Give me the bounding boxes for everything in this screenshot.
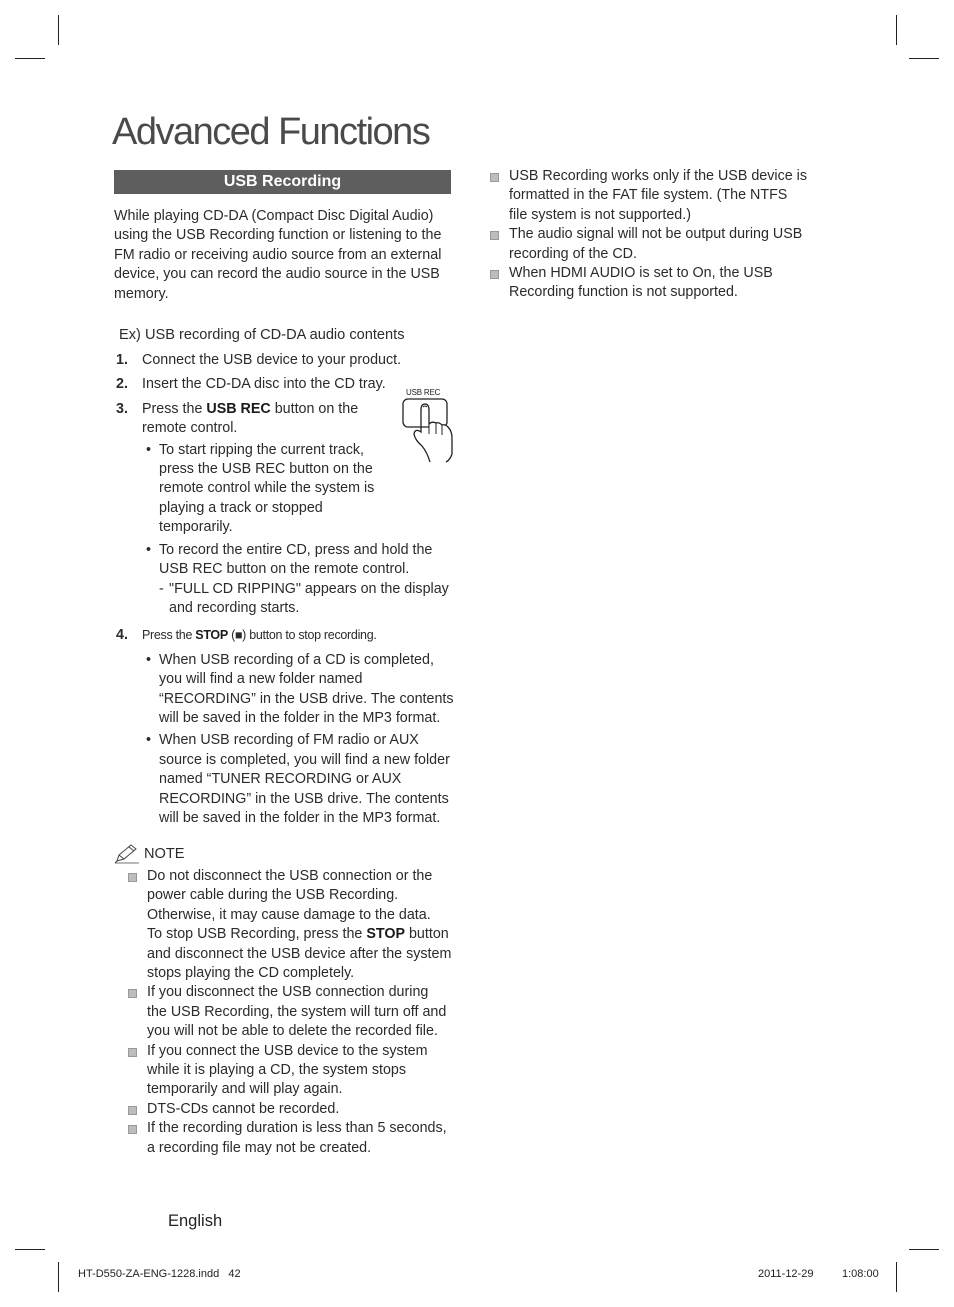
note-item-text: USB Recording works only if the USB device is formatted in the FAT file system. (The NTFS file system is not supported.) [509, 168, 807, 223]
crop-mark [896, 15, 897, 45]
section-header: USB Recording [114, 170, 451, 194]
step-text [142, 626, 454, 645]
step-text: Connect the USB device to your product. [142, 352, 402, 369]
note-heading [114, 842, 185, 864]
note-item-text: The audio signal will not be output during USB recording of the CD. [509, 226, 803, 262]
note-item [489, 225, 809, 264]
step-text-post: button on the remote control. [142, 400, 359, 437]
example-title: Ex) USB recording of CD-DA audio contents [119, 327, 405, 344]
slug-file: HT-D550-ZA-ENG-1228.indd 42 [78, 1268, 241, 1280]
stop-label: STOP [195, 628, 228, 643]
intro-paragraph: While playing CD-DA (Compact Disc Digital Audio) using the USB Recording function or listening to the FM radio or receiving audio source from an external device, you can record the audio source in the USB memory. [114, 208, 442, 302]
step-bullet [142, 541, 454, 619]
usb-rec-label: USB REC [206, 400, 271, 417]
note-item [127, 867, 452, 983]
note-item-text: If the recording duration is less than 5 seconds, a recording file may not be created. [147, 1120, 447, 1156]
crop-mark [15, 58, 45, 59]
square-bullet-icon [128, 873, 137, 882]
crop-mark [15, 1249, 45, 1250]
main-column [114, 207, 454, 833]
step-number: 1. [116, 352, 128, 369]
slug-time: 1:08:00 [842, 1268, 879, 1280]
step-number: 3. [116, 400, 128, 417]
step-1 [114, 351, 454, 370]
square-bullet-icon [128, 989, 137, 998]
step-text [142, 400, 367, 439]
remote-button-label: USB REC [406, 388, 441, 397]
note-item [127, 983, 452, 1041]
note-item-text: If you connect the USB device to the system while it is playing a CD, the system stops temporarily and will play again. [147, 1042, 428, 1098]
step-number: 2. [116, 376, 128, 393]
square-bullet-icon [128, 1125, 137, 1134]
crop-mark [58, 15, 59, 45]
note-item-text: Do not disconnect the USB connection or the power cable during the USB Recording. Otherwise, it may cause damage to the data. [147, 868, 433, 923]
step-bullet: • When USB recording of a CD is completed, you will find a new folder named “RECORDING” in the USB drive. The contents will be saved in the folder in the MP3 format. [142, 651, 454, 729]
note-label: NOTE [144, 846, 185, 862]
square-bullet-icon [490, 173, 499, 182]
note-list [127, 867, 452, 1158]
note-item [489, 167, 809, 225]
note-item-extra: To stop USB Recording, press the [147, 926, 367, 943]
step-text-pre: Press the [142, 628, 196, 643]
pressing-finger-icon [400, 386, 456, 464]
step-bullet: • To start ripping the current track, press the USB REC button on the remote control while the system is playing a track or stopped temporarily. [142, 441, 389, 538]
note-item-text: If you disconnect the USB connection during the USB Recording, the system will turn off and you will not be able to delete the recorded file. [147, 984, 447, 1040]
page-title: Advanced Functions [112, 111, 430, 153]
step-text-post: (■) button to stop recording. [227, 628, 377, 643]
step-sub-dash: - "FULL CD RIPPING" appears on the display and recording starts. [159, 580, 454, 619]
square-bullet-icon [128, 1048, 137, 1057]
note-item-text: When HDMI AUDIO is set to On, the USB Recording function is not supported. [509, 265, 773, 301]
square-bullet-icon [490, 231, 499, 240]
step-4 [114, 626, 454, 828]
step-text-pre: Press the [142, 400, 207, 417]
square-bullet-icon [490, 270, 499, 279]
note-item [127, 1042, 452, 1100]
footer-language: English [168, 1212, 223, 1230]
crop-mark [909, 1249, 939, 1250]
note-item-text: DTS-CDs cannot be recorded. [147, 1100, 340, 1117]
remote-button-illustration [400, 386, 456, 464]
square-bullet-icon [128, 1106, 137, 1115]
step-bullet-text: To record the entire CD, press and hold the USB REC button on the remote control. [159, 541, 433, 578]
pencil-icon [114, 842, 140, 864]
crop-mark [58, 1262, 59, 1292]
crop-mark [896, 1262, 897, 1292]
step-number: 4. [116, 627, 128, 644]
slug-date: 2011-12-29 [758, 1268, 814, 1280]
step-bullet: • When USB recording of FM radio or AUX source is completed, you will find a new folder named “TUNER RECORDING or AUX RECORDING” in the USB drive. The contents will be saved in the folder in the MP3 format. [142, 731, 454, 828]
right-notes [489, 167, 809, 303]
note-item-extra-post: button and disconnect the USB device after the system stops playing the CD completely. [147, 926, 452, 982]
note-item [489, 264, 809, 303]
stop-label: STOP [366, 926, 405, 943]
crop-mark [909, 58, 939, 59]
note-item [127, 1119, 452, 1158]
note-item [127, 1100, 452, 1119]
step-text: Insert the CD-DA disc into the CD tray. [142, 376, 386, 393]
